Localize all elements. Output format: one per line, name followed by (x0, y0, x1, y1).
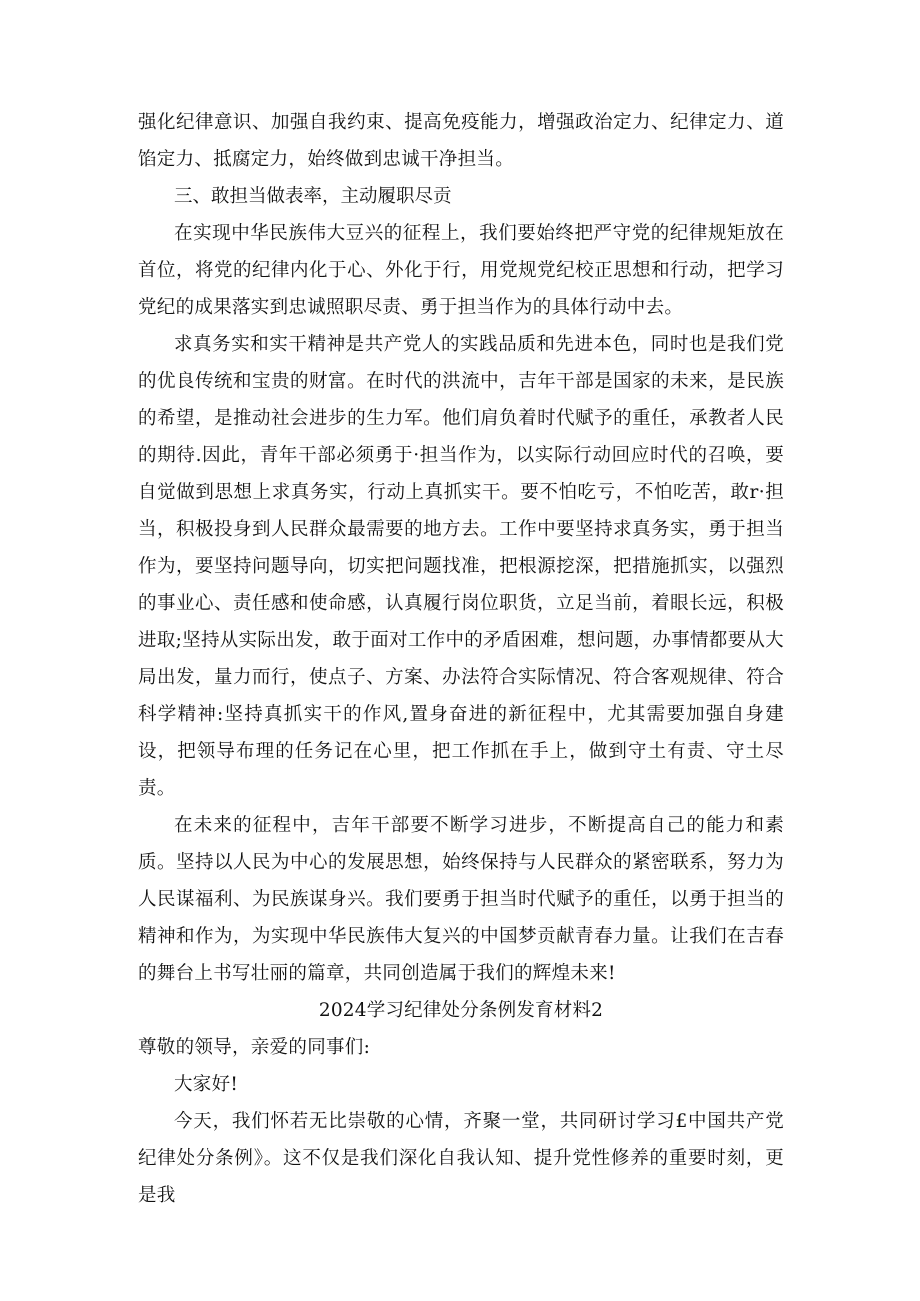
paragraph-3-3: 在未来的征程中，吉年干部要不断学习进步，不断提高自己的能力和素质。坚持以人民为中心的发展思想，始终保持与人民群众的紧密联系，努力为人民谋福利、为民族谋身兴。我们要勇于担当时代赋予的重任，以勇于担当的精神和作为，为实现中华民族伟大复兴的中国梦贡献青春力量。让我们在吉春的舞台上书写壮丽的篇章，共同创造属于我们的辉煌未来! (138, 815, 784, 984)
section-heading-3: 三、敢担当做表率，主动履职尽贡 (174, 186, 452, 207)
paragraph-3-2: 求真务实和实干精神是共产党人的实践品质和先进本色，同时也是我们党的优良传统和宝贵的财富。在时代的洪流中，吉年干部是国家的未来，是民族的希望，是推动社会进步的生力军。他们肩负着时代赋予的重任，承教者人民的期待.因此，青年干部必须勇于·担当作为，以实际行动回应时代的召唤，要自觉做到思想上求真务实，行动上真抓实干。要不怕吃亏，不怕吃苦，敢r·担当，积极投身到人民群众最需要的地方去。工作中要坚持求真务实，勇于担当作为，要坚持问题导向，切实把问题找准，把根源挖深，把措施抓实，以强烈的事业心、责任感和使命感，认真履行岗位职货，立足当前，着眼长远，积极进取;坚持从实际出发，敢于面对工作中的矛盾困难，想问题，办事情都要从大局出发，量力而行，使点子、方案、办法符合实际情况、符合客观规律、符合科学精神:坚持真抓实干的作风,置身奋进的新征程中，尤其需要加强自身建设，把领导布理的任务记在心里，把工作抓在手上，做到守土有责、守土尽责。 (138, 334, 784, 799)
document-body (138, 104, 784, 1214)
salutation: 尊敬的领导，亲爱的同事们: (138, 1037, 371, 1058)
paragraph-opening: 今天，我们怀若无比崇敬的心情，齐聚一堂，共同研讨学习£中国共产党纪律处分条例》。这不仅是我们深化自我认知、提升党性修养的重要时刻，更是我 (138, 1111, 784, 1206)
document-title-2: 2024学习纪律处分条例发育材料2 (318, 1000, 604, 1021)
greeting: 大家好! (174, 1074, 239, 1095)
paragraph-intro-continuation: 强化纪律意识、加强自我约束、提高免疫能力，增强政治定力、纪律定力、道馅定力、抵腐定力，始终做到忠诚干净担当。 (138, 112, 784, 170)
paragraph-3-1: 在实现中华民族伟大豆兴的征程上，我们要始终把严守党的纪律规矩放在首位，将党的纪律内化于心、外化于行，用党规党纪校正思想和行动，把学习党纪的成果落实到忠诚照职尽责、勇于担当作为的具体行动中去。 (138, 223, 784, 318)
